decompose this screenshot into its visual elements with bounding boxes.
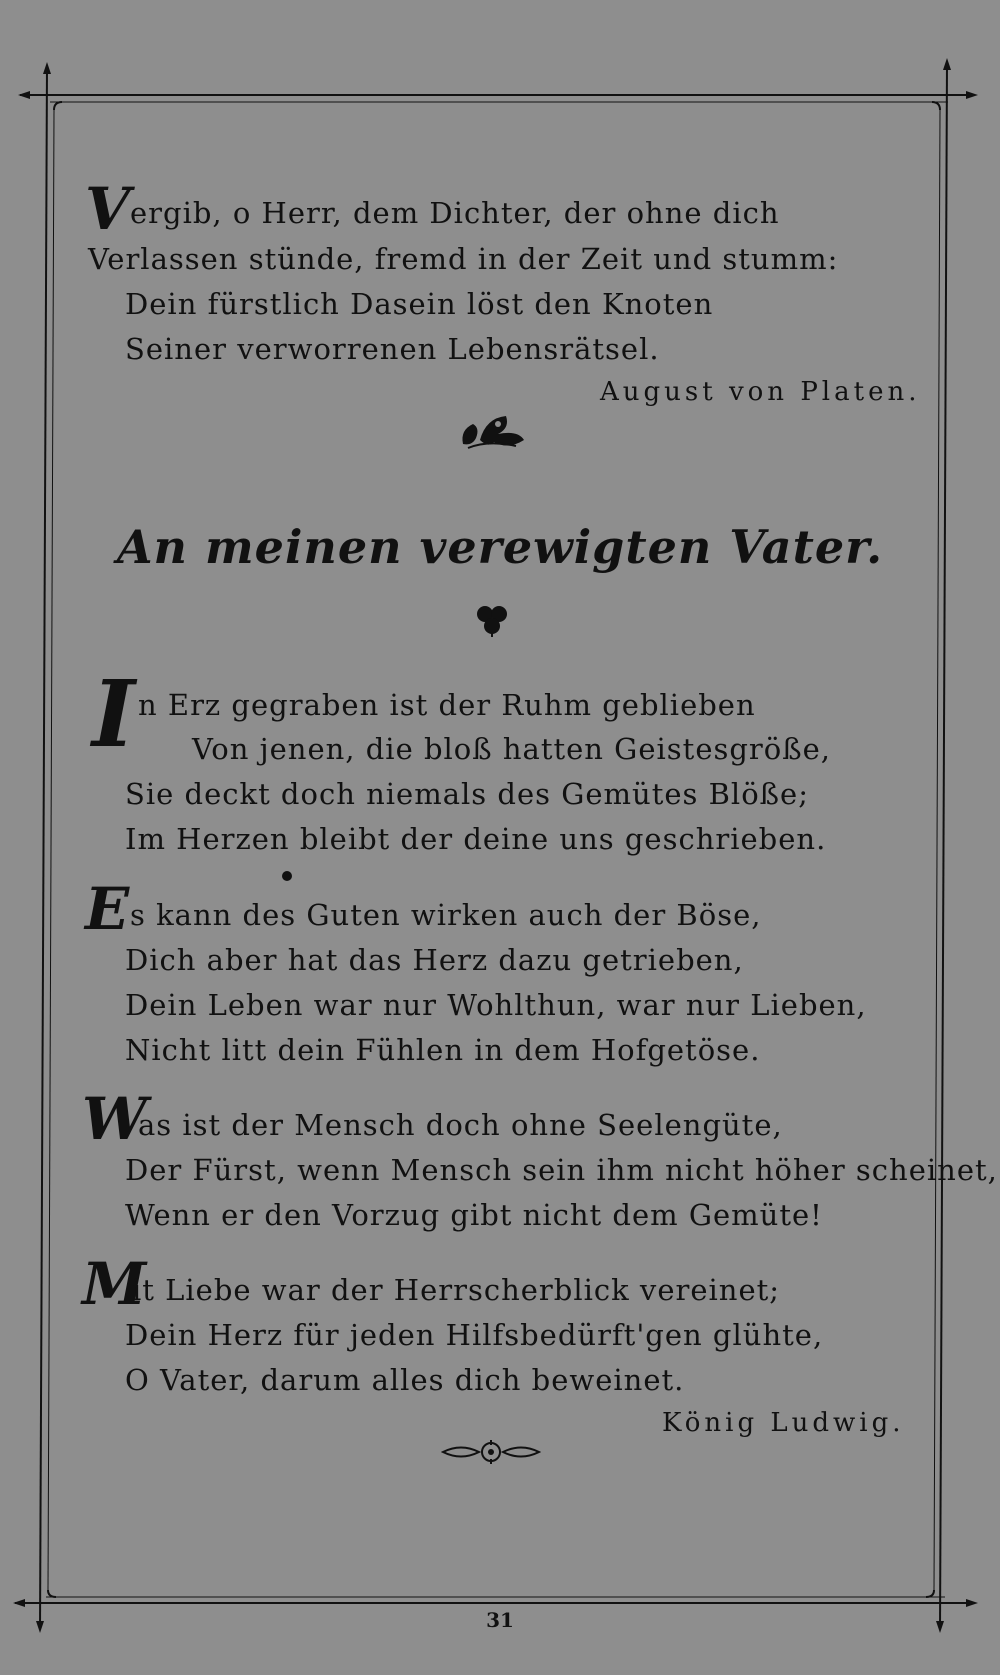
page-number: 31	[486, 1608, 514, 1632]
poem1-line-3: Dein fürstlich Dasein löst den Knoten	[125, 287, 714, 321]
stanza2-line-4: Nicht litt dein Fühlen in dem Hofgetöse.	[125, 1033, 761, 1067]
drop-cap-w: W	[82, 1085, 148, 1153]
stanza3-line-1: as ist der Mensch doch ohne Seelengüte,	[138, 1108, 783, 1142]
stanza3-line-3: Wenn er den Vorzug gibt nicht dem Gemüte!	[125, 1198, 823, 1232]
drop-cap-e: E	[85, 875, 130, 943]
poem1-line-1: ergib, o Herr, dem Dichter, der ohne dich	[130, 196, 780, 230]
stanza2-line-1: s kann des Guten wirken auch der Böse,	[130, 898, 762, 932]
trefoil-icon	[474, 603, 510, 637]
stanza1-line-3: Sie deckt doch niemals des Gemütes Blöße;	[125, 777, 809, 811]
stanza4-line-3: O Vater, darum alles dich beweinet.	[125, 1363, 685, 1397]
drop-cap-m: M	[82, 1250, 147, 1318]
stanza3-line-2: Der Fürst, wenn Mensch sein ihm nicht höher scheinet,	[125, 1153, 998, 1187]
stanza2-line-2: Dich aber hat das Herz dazu getrieben,	[125, 943, 744, 977]
poem1-line-2: Verlassen stünde, fremd in der Zeit und stumm:	[88, 242, 839, 276]
stanza1-line-1: n Erz gegraben ist der Ruhm geblieben	[138, 688, 756, 722]
stanza4-line-2: Dein Herz für jeden Hilfsbedürft'gen glühte,	[125, 1318, 824, 1352]
poem1-author: August von Platen.	[600, 377, 921, 407]
drop-cap-i: I	[92, 660, 136, 768]
bullet-dot	[281, 870, 293, 882]
poem2-author: König Ludwig.	[662, 1408, 905, 1438]
stanza4-line-1: it Liebe war der Herrscherblick vereinet;	[132, 1273, 781, 1307]
stanza1-line-2: Von jenen, die bloß hatten Geistesgröße,	[192, 732, 832, 766]
drop-cap-v: V	[85, 175, 131, 243]
scroll-tailpiece-icon	[441, 1437, 541, 1467]
leaf-vignette-icon	[458, 410, 528, 450]
poem1-line-4: Seiner verworrenen Lebensrätsel.	[125, 332, 660, 366]
stanza1-line-4: Im Herzen bleibt der deine uns geschrieben.	[125, 822, 827, 856]
stanza2-line-3: Dein Leben war nur Wohlthun, war nur Lieben,	[125, 988, 867, 1022]
poem-title: An meinen verewigten Vater.	[116, 520, 884, 574]
